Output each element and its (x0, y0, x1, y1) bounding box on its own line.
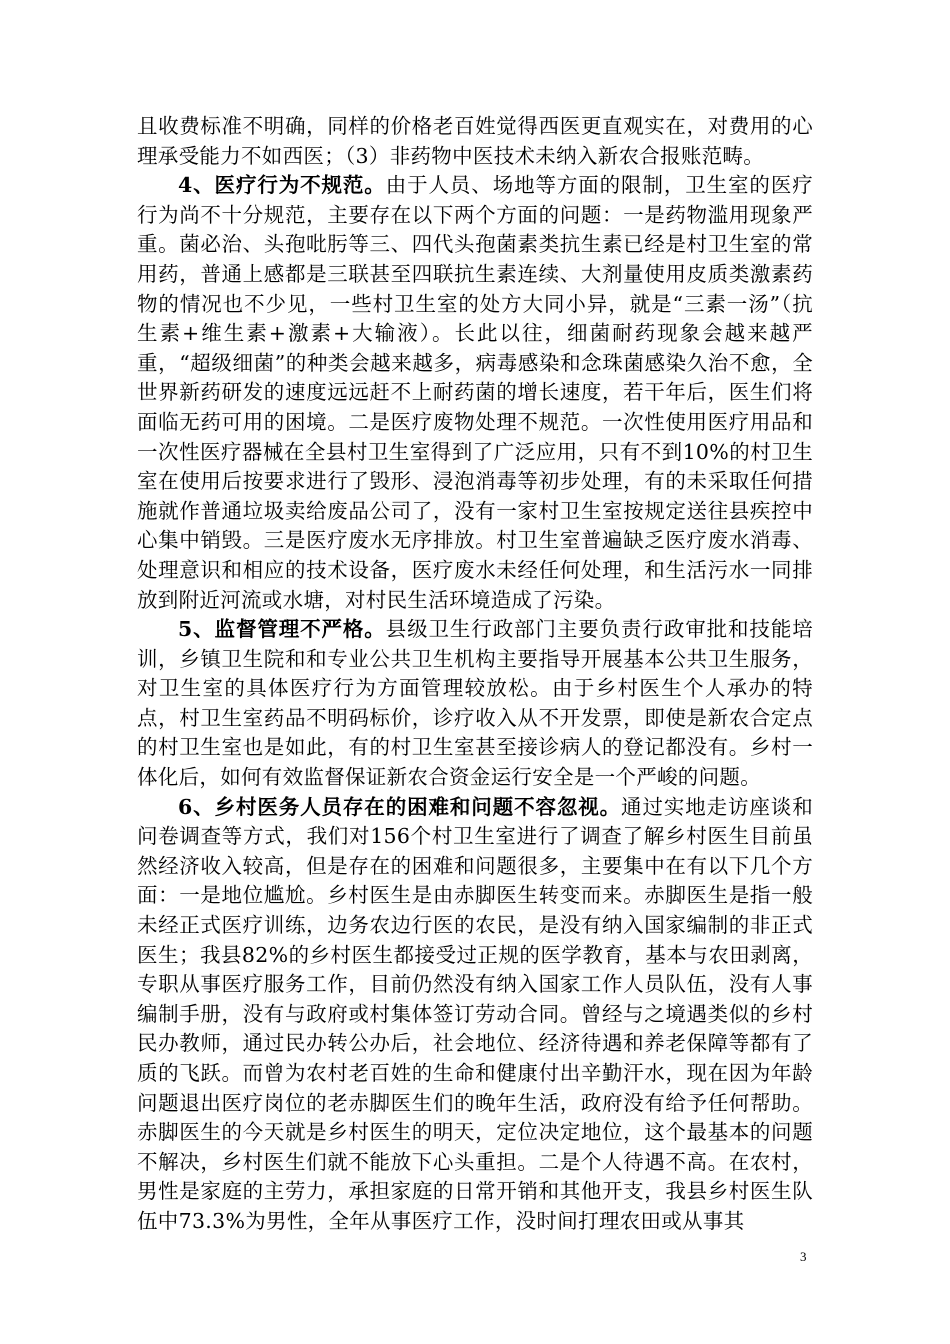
paragraph-rural-doctors (137, 793, 813, 1237)
page-number: 3 (800, 1249, 807, 1264)
paragraph-text: 由于人员、场地等方面的限制，卫生室的医疗行为尚不十分规范，主要存在以下两个方面的问题：一是药物滥用现象严重。菌必治、头孢吡肟等三、四代头孢菌素类抗生素已经是村卫生室的常用药，普通上感都是三联甚至四联抗生素连续、大剂量使用皮质类激素药物的情况也不少见，一些村卫生室的处方大同小异，就是“三素一汤”（抗生素+维生素+激素+大输液）。长此以往，细菌耐药现象会越来越严重，“超级细菌”的种类会越来越多，病毒感染和念珠菌感染久治不愈，全世界新药研发的速度远远赶不上耐药菌的增长速度，若干年后，医生们将面临无药可用的困境。二是医疗废物处理不规范。一次性使用医疗用品和一次性医疗器械在全县村卫生室得到了广泛应用，只有不到10%的村卫生室在使用后按要求进行了毁形、浸泡消毒等初步处理，有的未采取任何措施就作普通垃圾卖给废品公司了，没有一家村卫生室按规定送往县疾控中心集中销毁。三是医疗废水无序排放。村卫生室普遍缺乏医疗废水消毒、处理意识和相应的技术设备，医疗废水未经任何处理，和生活污水一同排放到附近河流或水塘，对村民生活环境造成了污染。 (137, 173, 814, 612)
paragraph-medical-behavior (137, 171, 813, 615)
paragraph-continuation (137, 112, 813, 171)
paragraph-text: 通过实地走访座谈和问卷调查等方式，我们对156个村卫生室进行了调查了解乡村医生目前虽然经济收入较高，但是存在的困难和问题很多，主要集中在有以下几个方面：一是地位尴尬。乡村医生是由赤脚医生转变而来。赤脚医生是指一般未经正式医疗训练，边务农边行医的农民，是没有纳入国家编制的非正式医生；我县82%的乡村医生都接受过正规的医学教育，基本与农田剥离，专职从事医疗服务工作，目前仍然没有纳入国家工作人员队伍，没有人事编制手册，没有与政府或村集体签订劳动合同。曾经与之境遇类似的乡村民办教师，通过民办转公办后，社会地位、经济待遇和养老保障等都有了质的飞跃。而曾为农村老百姓的生命和健康付出辛勤汗水，现在因为年龄问题退出医疗岗位的老赤脚医生们的晚年生活，政府没有给予任何帮助。赤脚医生的今天就是乡村医生的明天，定位决定地位，这个最基本的问题不解决，乡村医生们就不能放下心头重担。二是个人待遇不高。在农村，男性是家庭的主劳力，承担家庭的日常开销和其他开支，我县乡村医生队伍中73.3%为男性，全年从事医疗工作，没时间打理农田或从事其 (137, 794, 814, 1233)
document-page (137, 112, 813, 1237)
paragraph-text: 县级卫生行政部门主要负责行政审批和技能培训，乡镇卫生院和和专业公共卫生机构主要指导开展基本公共卫生服务，对卫生室的具体医疗行为方面管理较放松。由于乡村医生个人承办的特点，村卫生室药品不明码标价，诊疗收入从不开发票，即使是新农合定点的村卫生室也是如此，有的村卫生室甚至接诊病人的登记都没有。乡村一体化后，如何有效监督保证新农合资金运行安全是一个严峻的问题。 (137, 617, 814, 790)
paragraph-supervision (137, 615, 813, 793)
paragraph-text: 且收费标准不明确，同样的价格老百姓觉得西医更直观实在，对费用的心理承受能力不如西医；（3）非药物中医技术未纳入新农合报账范畴。 (137, 114, 813, 168)
section-heading-6: 6、乡村医务人员存在的困难和问题不容忽视。 (178, 794, 622, 819)
section-heading-5: 5、监督管理不严格。 (178, 617, 386, 642)
section-heading-4: 4、医疗行为不规范。 (178, 173, 386, 198)
